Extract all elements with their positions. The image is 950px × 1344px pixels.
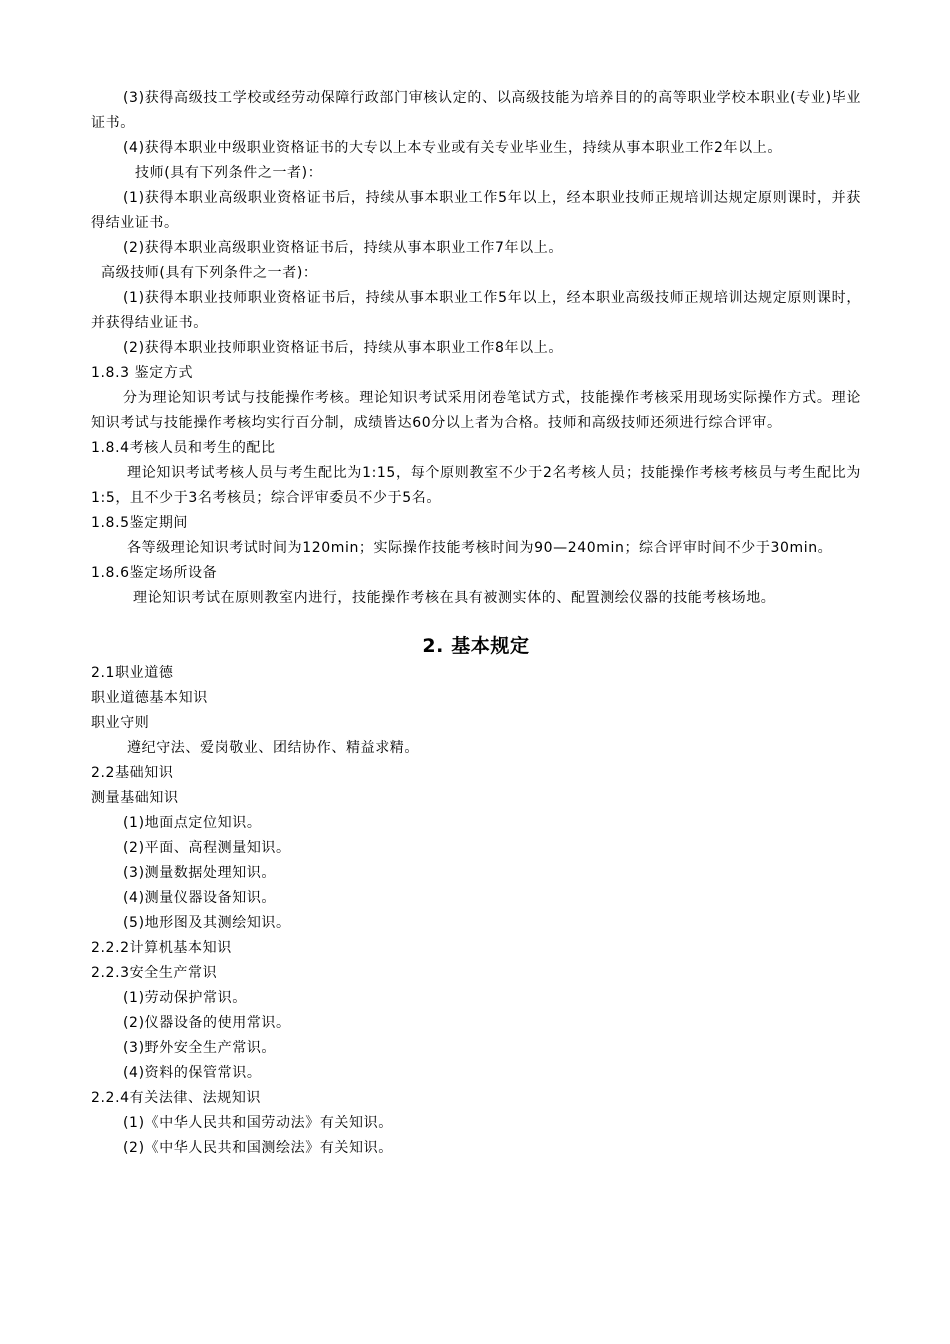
section-1-8-3-title: 1.8.3 鉴定方式: [91, 365, 194, 381]
section-1-8-4-title: 1.8.4考核人员和考生的配比: [91, 440, 276, 456]
requirement-item-3: (3)获得高级技工学校或经劳动保障行政部门审核认定的、以高级技能为培养目的的高等职业学校本职业(专业)毕业证书。: [91, 90, 861, 131]
law-item: (1)《中华人民共和国劳动法》有关知识。: [123, 1115, 393, 1131]
section-2-2-title: 2.2基础知识: [91, 765, 174, 781]
safety-item: (1)劳动保护常识。: [123, 990, 247, 1006]
section-1-8-4-text: 理论知识考试考核人员与考生配比为1:15，每个原则教室不少于2名考核人员；技能操作考核考核员与考生配比为1:5，且不少于3名考核员；综合评审委员不少于5名。: [91, 465, 861, 506]
code-of-conduct-text: 遵纪守法、爱岗敬业、团结协作、精益求精。: [127, 740, 419, 756]
survey-item: (2)平面、高程测量知识。: [123, 840, 291, 856]
document-page: [91, 86, 861, 1161]
section-2-2-3-title: 2.2.3安全生产常识: [91, 965, 218, 981]
safety-item: (4)资料的保管常识。: [123, 1065, 262, 1081]
safety-item: (3)野外安全生产常识。: [123, 1040, 277, 1056]
technician-item-2: (2)获得本职业高级职业资格证书后，持续从事本职业工作7年以上。: [123, 240, 563, 256]
technician-item-1: (1)获得本职业高级职业资格证书后，持续从事本职业工作5年以上，经本职业技师正规培训达规定原则课时，并获得结业证书。: [91, 190, 861, 231]
survey-basic-title: 测量基础知识: [91, 790, 179, 806]
ethics-basic-title: 职业道德基本知识: [91, 690, 208, 706]
survey-item: (5)地形图及其测绘知识。: [123, 915, 291, 931]
requirement-item-4: (4)获得本职业中级职业资格证书的大专以上本专业或有关专业毕业生，持续从事本职业工作2年以上。: [123, 140, 782, 156]
section-2-1-title: 2.1职业道德: [91, 665, 174, 681]
section-1-8-5-title: 1.8.5鉴定期间: [91, 515, 189, 531]
chapter-2-heading: 2. 基本规定: [422, 635, 530, 657]
survey-item: (4)测量仪器设备知识。: [123, 890, 277, 906]
section-1-8-6-text: 理论知识考试在原则教室内进行，技能操作考核在具有被测实体的、配置测绘仪器的技能考核场地。: [133, 590, 776, 606]
senior-technician-heading: 高级技师(具有下列条件之一者)：: [101, 265, 318, 281]
code-of-conduct-title: 职业守则: [91, 715, 150, 731]
section-2-2-4-title: 2.2.4有关法律、法规知识: [91, 1090, 262, 1106]
technician-heading: 技师(具有下列条件之一者)：: [135, 165, 323, 181]
law-item: (2)《中华人民共和国测绘法》有关知识。: [123, 1140, 393, 1156]
section-2-2-2-title: 2.2.2计算机基本知识: [91, 940, 232, 956]
section-1-8-6-title: 1.8.6鉴定场所设备: [91, 565, 218, 581]
safety-item: (2)仪器设备的使用常识。: [123, 1015, 291, 1031]
senior-technician-item-2: (2)获得本职业技师职业资格证书后，持续从事本职业工作8年以上。: [123, 340, 563, 356]
survey-item: (1)地面点定位知识。: [123, 815, 262, 831]
section-1-8-3-text: 分为理论知识考试与技能操作考核。理论知识考试采用闭卷笔试方式，技能操作考核采用现场实际操作方式。理论知识考试与技能操作考核均实行百分制，成绩皆达60分以上者为合格。技师和高级技师还须进行综合评审。: [91, 390, 861, 431]
survey-item: (3)测量数据处理知识。: [123, 865, 277, 881]
senior-technician-item-1: (1)获得本职业技师职业资格证书后，持续从事本职业工作5年以上，经本职业高级技师正规培训达规定原则课时，并获得结业证书。: [91, 290, 861, 331]
section-1-8-5-text: 各等级理论知识考试时间为120min；实际操作技能考核时间为90—240min；综合评审时间不少于30min。: [127, 540, 833, 556]
